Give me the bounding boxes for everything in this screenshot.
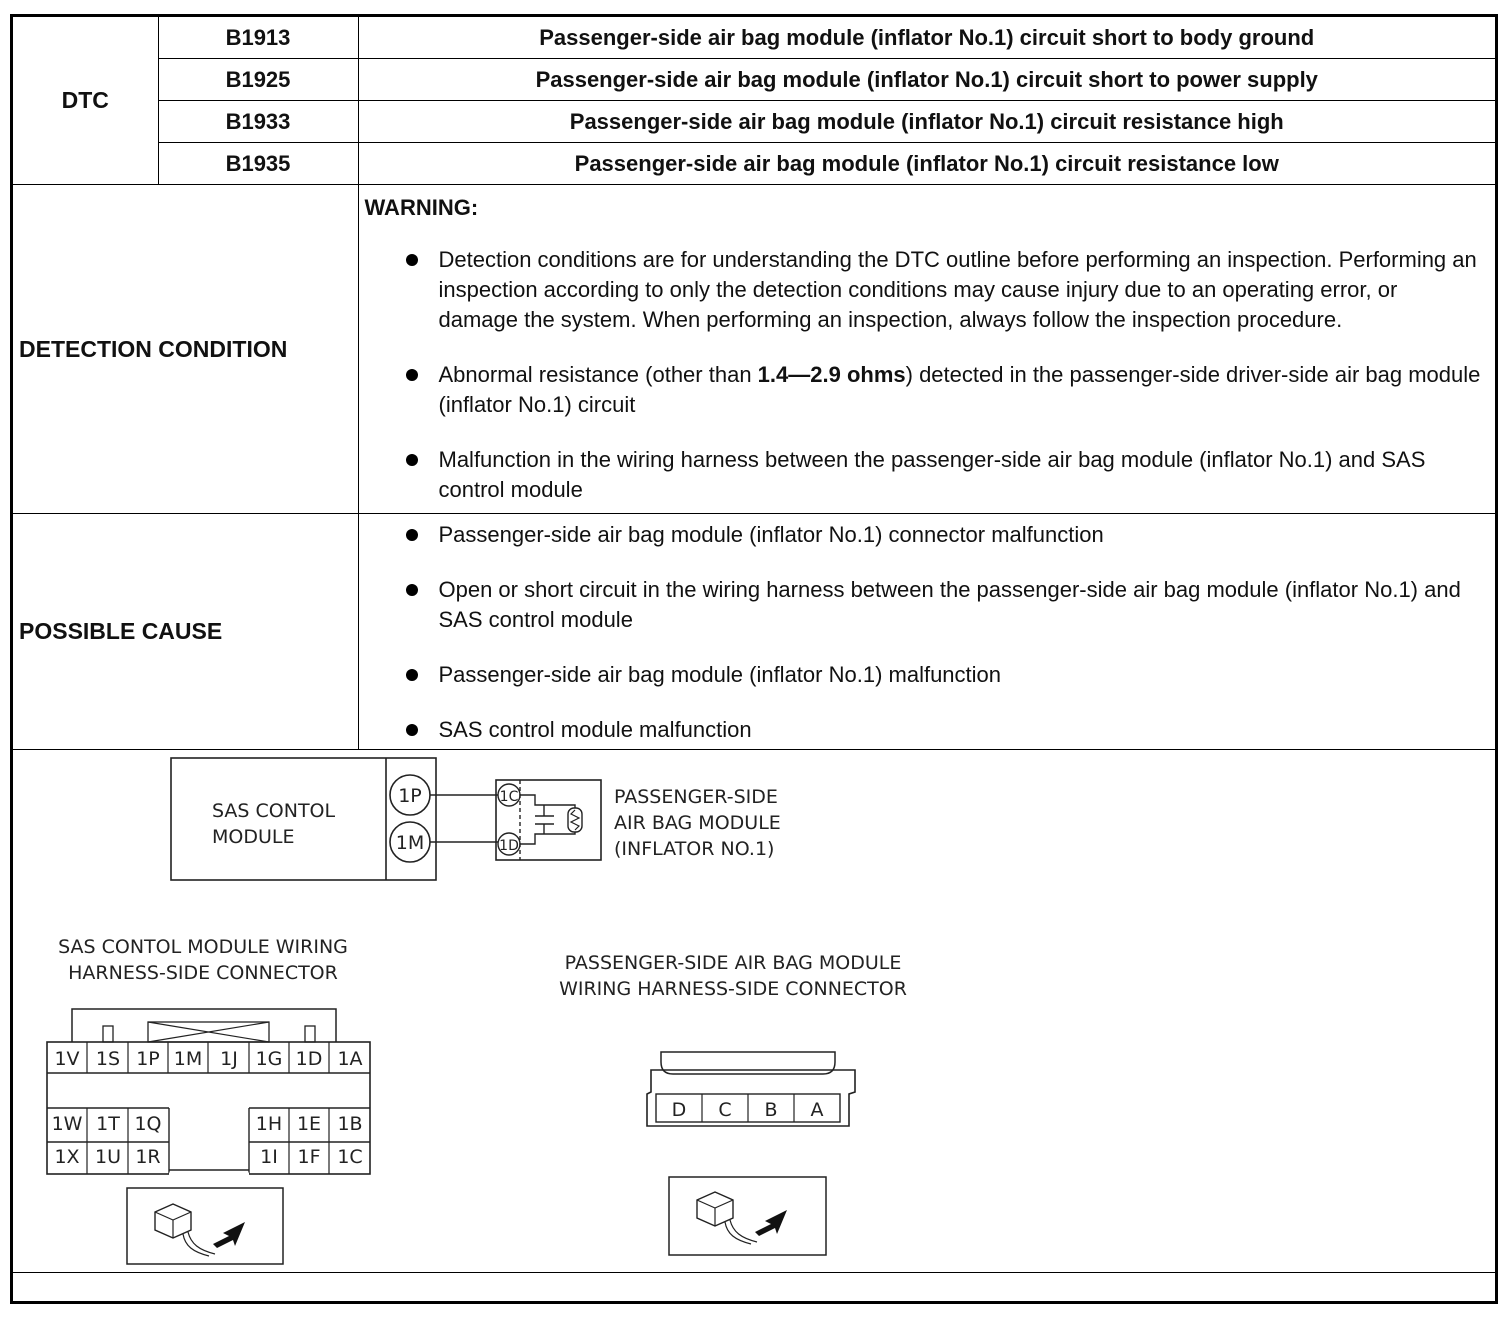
dtc-row — [13, 59, 1495, 101]
pin-label: 1M — [173, 1048, 203, 1070]
sas-module-label: SAS CONTOL — [212, 800, 336, 822]
pin-label: 1P — [136, 1048, 160, 1070]
possible-cause-label: POSSIBLE CAUSE — [13, 514, 358, 750]
list-item: Malfunction in the wiring harness between the passenger-side air bag module (inflator No.1) and SAS control module — [439, 445, 1482, 505]
list-item: Detection conditions are for understanding the DTC outline before performing an inspection. Performing an inspection according to only the detection conditions may cause injury due to an operating error, or damage the system. When performing an inspection, always follow the inspection procedure. — [439, 245, 1482, 335]
sas-module-label: MODULE — [212, 826, 295, 848]
document-frame — [10, 14, 1498, 1304]
pin-label: 1G — [255, 1048, 283, 1070]
wiring-diagram-cell — [13, 750, 1495, 1273]
pin-label: B — [764, 1099, 778, 1121]
pin-label: 1X — [54, 1146, 80, 1168]
pin-label: C — [718, 1099, 732, 1121]
detection-condition-label: DETECTION CONDITION — [13, 185, 358, 514]
airbag-module-label: PASSENGER-SIDE — [614, 786, 778, 808]
pin-1c-label: 1C — [499, 789, 519, 805]
airbag-module-label: (INFLATOR NO.1) — [614, 838, 775, 860]
list-item: SAS control module malfunction — [439, 715, 1482, 745]
airbag-module-label: AIR BAG MODULE — [614, 812, 781, 834]
diagram-row — [13, 750, 1495, 1273]
pin-1d-label: 1D — [499, 838, 519, 854]
dtc-row — [13, 143, 1495, 185]
pin-label: 1S — [95, 1048, 121, 1070]
detection-content — [358, 185, 1495, 514]
cause-list — [359, 520, 1496, 745]
wiring-diagram — [13, 750, 1495, 1272]
pin-label: 1I — [260, 1146, 278, 1168]
sas-connector-title: HARNESS-SIDE CONNECTOR — [68, 962, 338, 984]
dtc-description: Passenger-side air bag module (inflator No.1) circuit resistance high — [358, 101, 1495, 143]
dtc-description: Passenger-side air bag module (inflator No.1) circuit short to body ground — [358, 17, 1495, 59]
list-item: Abnormal resistance (other than 1.4—2.9 ohms) detected in the passenger-side driver-side air bag module (inflator No.1) circuit — [439, 360, 1482, 420]
dtc-description: Passenger-side air bag module (inflator No.1) circuit resistance low — [358, 143, 1495, 185]
connector-view-icon — [669, 1177, 826, 1255]
dtc-label: DTC — [13, 17, 158, 185]
pin-label: D — [671, 1099, 687, 1121]
pin-label: 1R — [135, 1146, 161, 1168]
pin-1m-label: 1M — [395, 832, 425, 854]
pin-label: 1J — [220, 1048, 238, 1070]
sas-connector-title: SAS CONTOL MODULE WIRING — [58, 936, 348, 958]
dtc-row — [13, 17, 1495, 59]
dtc-code: B1925 — [158, 59, 358, 101]
detection-row — [13, 185, 1495, 514]
pin-1p-label: 1P — [398, 785, 422, 807]
dtc-description: Passenger-side air bag module (inflator No.1) circuit short to power supply — [358, 59, 1495, 101]
pin-label: 1B — [337, 1113, 363, 1135]
dtc-row — [13, 101, 1495, 143]
dtc-code: B1933 — [158, 101, 358, 143]
detection-list — [359, 245, 1496, 505]
pin-label: 1E — [296, 1113, 322, 1135]
pin-label: 1W — [51, 1113, 83, 1135]
list-item: Open or short circuit in the wiring harness between the passenger-side air bag module (inflator No.1) and SAS control module — [439, 575, 1482, 635]
warning-title: WARNING: — [364, 195, 479, 220]
list-item: Passenger-side air bag module (inflator No.1) connector malfunction — [439, 520, 1482, 550]
pab-connector-title: PASSENGER-SIDE AIR BAG MODULE — [564, 952, 902, 974]
pin-label: 1T — [96, 1113, 120, 1135]
pin-label: 1Q — [134, 1113, 162, 1135]
pin-label: 1D — [295, 1048, 323, 1070]
pin-label: 1F — [297, 1146, 321, 1168]
pin-label: 1C — [337, 1146, 363, 1168]
list-item: Passenger-side air bag module (inflator No.1) malfunction — [439, 660, 1482, 690]
pin-label: A — [810, 1099, 824, 1121]
pin-label: 1H — [255, 1113, 283, 1135]
pab-connector-title: WIRING HARNESS-SIDE CONNECTOR — [559, 978, 907, 1000]
dtc-code: B1935 — [158, 143, 358, 185]
connector-view-icon — [127, 1188, 283, 1264]
resistance-value: 1.4—2.9 ohms — [757, 362, 906, 387]
cause-row — [13, 514, 1495, 750]
dtc-code: B1913 — [158, 17, 358, 59]
cause-content — [358, 514, 1495, 750]
dtc-table — [13, 17, 1495, 1273]
pin-label: 1U — [95, 1146, 121, 1168]
pin-label: 1A — [337, 1048, 363, 1070]
pin-label: 1V — [54, 1048, 80, 1070]
